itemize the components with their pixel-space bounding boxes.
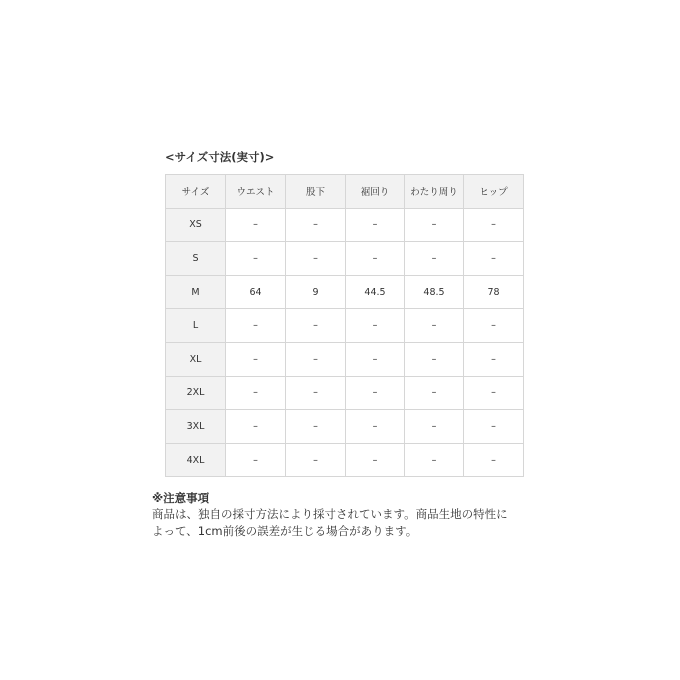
measurement-cell: – xyxy=(346,410,405,444)
measurement-cell: – xyxy=(226,309,286,343)
measurement-cell: – xyxy=(464,410,524,444)
measurement-cell: 78 xyxy=(464,275,524,309)
measurement-cell: – xyxy=(286,443,346,477)
measurement-cell: – xyxy=(464,376,524,410)
measurement-cell: – xyxy=(405,443,464,477)
header-cell: 股下 xyxy=(286,175,346,209)
measurement-cell: – xyxy=(405,309,464,343)
measurement-cell: – xyxy=(226,376,286,410)
notes-line: よって、1cm前後の誤差が生じる場合があります。 xyxy=(152,524,418,538)
measurement-cell: – xyxy=(286,410,346,444)
size-label-cell: 3XL xyxy=(166,410,226,444)
header-cell: 裾回り xyxy=(346,175,405,209)
measurement-cell: – xyxy=(346,342,405,376)
measurement-cell: – xyxy=(405,410,464,444)
measurement-cell: – xyxy=(286,309,346,343)
table-row xyxy=(166,275,524,309)
measurement-cell: – xyxy=(464,309,524,343)
measurement-cell: – xyxy=(226,410,286,444)
measurement-cell: – xyxy=(464,242,524,276)
measurement-cell: 48.5 xyxy=(405,275,464,309)
measurement-cell: – xyxy=(464,342,524,376)
table-row xyxy=(166,376,524,410)
header-cell: サイズ xyxy=(166,175,226,209)
table-row xyxy=(166,309,524,343)
size-label-cell: M xyxy=(166,275,226,309)
measurement-cell: – xyxy=(405,242,464,276)
header-cell: わたり周り xyxy=(405,175,464,209)
table-row xyxy=(166,443,524,477)
measurement-cell: – xyxy=(405,342,464,376)
measurement-cell: 9 xyxy=(286,275,346,309)
measurement-cell: 44.5 xyxy=(346,275,405,309)
size-label-cell: XL xyxy=(166,342,226,376)
measurement-cell: – xyxy=(226,208,286,242)
size-chart-title: <サイズ寸法(実寸)> xyxy=(165,150,275,164)
size-label-cell: 4XL xyxy=(166,443,226,477)
size-label-cell: XS xyxy=(166,208,226,242)
measurement-cell: – xyxy=(226,242,286,276)
measurement-cell: – xyxy=(346,208,405,242)
notes-title: ※注意事項 xyxy=(152,491,210,505)
measurement-cell: – xyxy=(405,376,464,410)
measurement-cell: – xyxy=(346,443,405,477)
measurement-cell: – xyxy=(464,443,524,477)
size-label-cell: 2XL xyxy=(166,376,226,410)
size-label-cell: S xyxy=(166,242,226,276)
measurement-cell: – xyxy=(405,208,464,242)
measurement-cell: – xyxy=(226,443,286,477)
measurement-cell: – xyxy=(286,208,346,242)
notes-section xyxy=(152,490,572,540)
header-cell: ウエスト xyxy=(226,175,286,209)
measurement-cell: – xyxy=(226,342,286,376)
measurement-cell: – xyxy=(464,208,524,242)
table-row xyxy=(166,208,524,242)
measurement-cell: – xyxy=(346,309,405,343)
size-chart-table xyxy=(165,174,524,477)
measurement-cell: – xyxy=(286,242,346,276)
header-cell: ヒップ xyxy=(464,175,524,209)
table-row xyxy=(166,242,524,276)
notes-line: 商品は、独自の採寸方法により採寸されています。商品生地の特性に xyxy=(152,507,508,521)
measurement-cell: 64 xyxy=(226,275,286,309)
table-row xyxy=(166,410,524,444)
size-label-cell: L xyxy=(166,309,226,343)
table-row xyxy=(166,342,524,376)
measurement-cell: – xyxy=(346,242,405,276)
measurement-cell: – xyxy=(286,342,346,376)
measurement-cell: – xyxy=(346,376,405,410)
table-header-row xyxy=(166,175,524,209)
measurement-cell: – xyxy=(286,376,346,410)
